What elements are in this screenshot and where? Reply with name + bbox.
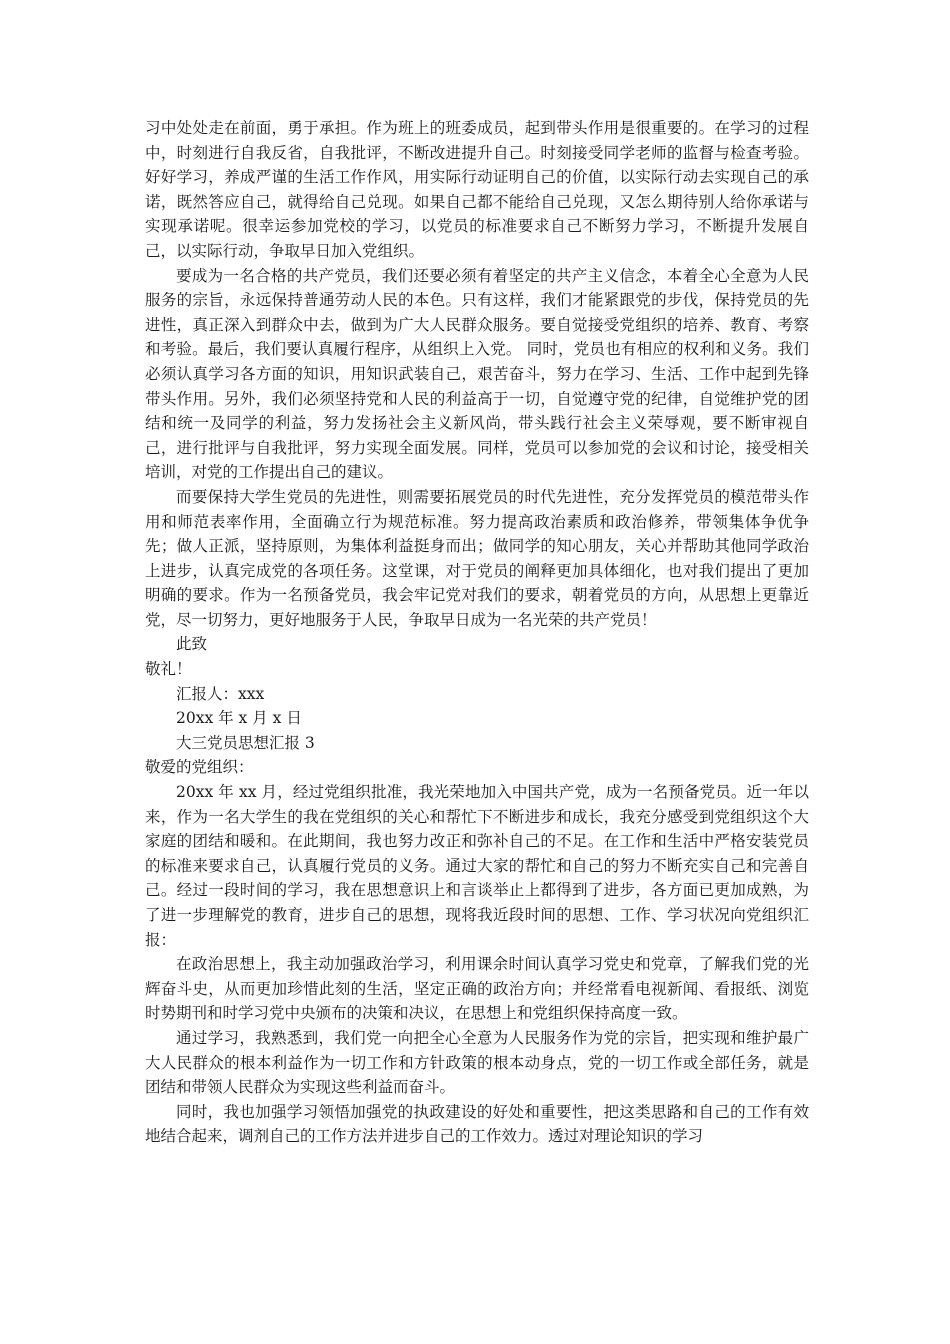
- greeting-line: 敬爱的党组织：: [145, 758, 254, 777]
- salute-line: 敬礼！: [145, 660, 192, 679]
- section-title: 大三党员思想汇报 3: [176, 733, 315, 752]
- paragraph: 而要保持大学生党员的先进性，则需要拓展党员的时代先进性，充分发挥党员的模范带头作用和师范表率作用，全面确立行为规范标准。努力提高政治素质和政治修养，带领集体争优争先；做人正派，坚持原则，为集体利益挺身而出；做同学的知心朋友，关心并帮助其他同学政治上进步，认真完成党的各项任务。这堂课，对于党员的阐释更加具体细化，也对我们提出了更加明确的要求。作为一名预备党员，我会牢记党对我们的要求，朝着党员的方向，从思想上更靠近党，尽一切努力，更好地服务于人民，争取早日成为一名光荣的共产党员！: [145, 487, 809, 629]
- paragraph: 同时，我也加强学习领悟加强党的执政建设的好处和重要性，把这类思路和自己的工作有效地结合起来，调剂自己的工作方法并进步自己的工作效力。透过对理论知识的学习: [145, 1102, 809, 1146]
- paragraph: 要成为一名合格的共产党员，我们还要必须有着坚定的共产主义信念，本着全心全意为人民服务的宗旨，永远保持普通劳动人民的本色。只有这样，我们才能紧跟党的步伐，保持党员的先进性，真正深入到群众中去，做到为广大人民群众服务。要自觉接受党组织的培养、教育、考察和考验。最后，我们要认真履行程序，从组织上入党。 同时，党员也有相应的权利和义务。我们必须认真学习各方面的知识，用知识武装自己，艰苦奋斗，努力在学习、生活、工作中起到先锋带头作用。另外，我们必须坚持党和人民的利益高于一切，自觉遵守党的纪律，自觉维护党的团结和统一及同学的利益，努力发扬社会主义新风尚，带头践行社会主义荣辱观，要不断审视自己，进行批评与自我批评，努力实现全面发展。同样，党员可以参加党的会议和讨论，接受相关培训，对党的工作提出自己的建议。: [145, 266, 809, 482]
- closing-line: 此致: [176, 635, 208, 654]
- paragraph: 习中处处走在前面，勇于承担。作为班上的班委成员，起到带头作用是很重要的。在学习的过程中，时刻进行自我反省，自我批评，不断改进提升自己。时刻接受同学老师的监督与检查考验。好好学习，养成严谨的生活工作作风，用实际行动证明自己的价值，以实际行动去实现自己的承诺，既然答应自己，就得给自己兑现。如果自己都不能给自己兑现，又怎么期待别人给你承诺与实现承诺呢。很幸运参加党校的学习，以党员的标准要求自己不断努力学习，不断提升发展自己，以实际行动，争取早日加入党组织。: [145, 119, 809, 260]
- paragraph: 通过学习，我熟悉到，我们党一向把全心全意为人民服务作为党的宗旨，把实现和维护最广大人民群众的根本利益作为一切工作和方针政策的根本动身点，党的一切工作或全部任务，就是团结和带领人民群众为实现这些利益而奋斗。: [145, 1028, 809, 1097]
- paragraph: 在政治思想上，我主动加强政治学习，利用课余时间认真学习党史和党章，了解我们党的光辉奋斗史，从而更加珍惜此刻的生活，坚定正确的政治方向；并经常看电视新闻、看报纸、浏览时势期刊和时学习党中央颁布的决策和决议，在思想上和党组织保持高度一致。: [145, 955, 809, 1023]
- document-page: [145, 116, 809, 1149]
- date-line: 20xx 年 x 月 x 日: [176, 709, 302, 728]
- paragraph: 20xx 年 xx 月，经过党组织批准，我光荣地加入中国共产党，成为一名预备党员。近一年以来，作为一名大学生的我在党组织的关心和帮忙下不断进步和成长，我充分感受到党组织这个大家庭的团结和暖和。在此期间，我也努力改正和弥补自己的不足。在工作和生活中严格安装党员的标准来要求自己，认真履行党员的义务。通过大家的帮忙和自己的努力不断充实自己和完善自己。经过一段时间的学习，我在思想意识上和言谈举止上都得到了进步，各方面已更加成熟，为了进一步理解党的教育，进步自己的思想，现将我近段时间的思想、工作、学习状况向党组织汇报：: [145, 783, 809, 949]
- reporter-line: 汇报人：xxx: [176, 684, 265, 703]
